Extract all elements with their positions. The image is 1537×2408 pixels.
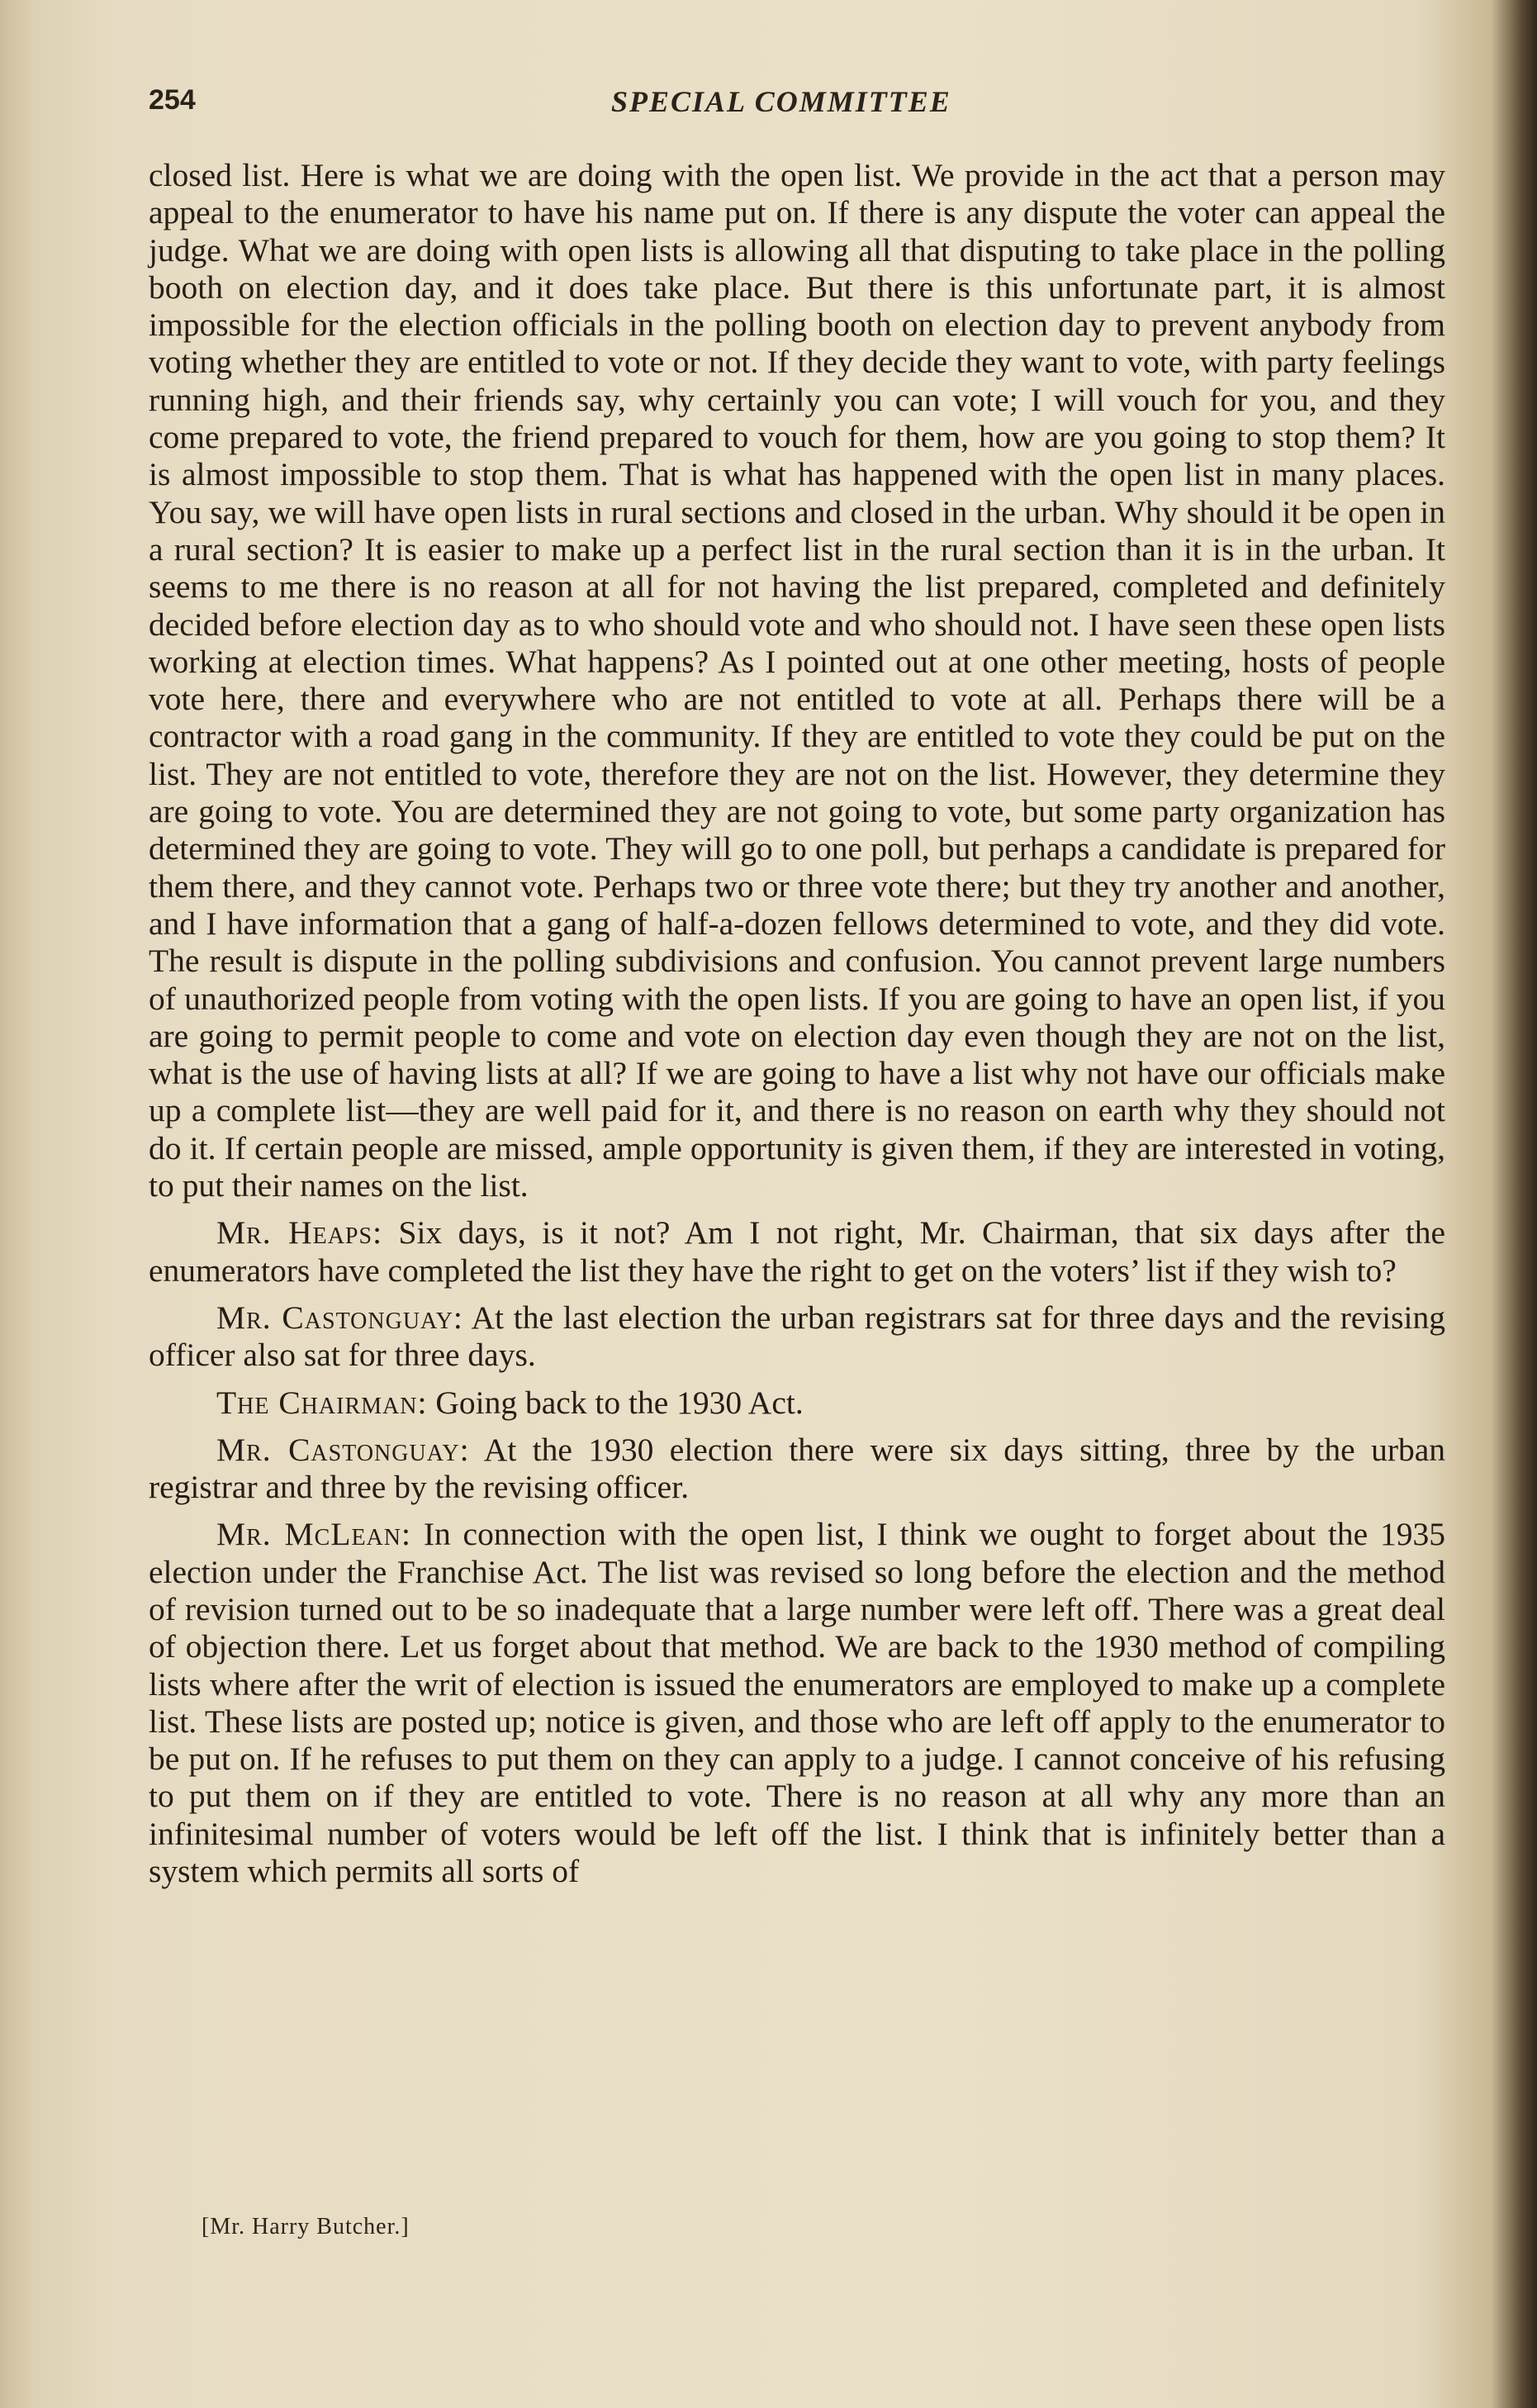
paragraph-mclean bbox=[149, 1516, 1445, 1890]
speaker-name: Mr. Castonguay: bbox=[216, 1431, 470, 1468]
speaker-name: The Chairman: bbox=[216, 1384, 428, 1421]
paragraph-text: At the last election the urban registrars sat for three days and the revising officer also sat for three days. bbox=[149, 1299, 1446, 1374]
paragraph-text: Going back to the 1930 Act. bbox=[427, 1384, 804, 1421]
page-header bbox=[149, 84, 1454, 131]
running-head: SPECIAL COMMITTEE bbox=[611, 85, 951, 118]
speaker-name: Mr. McLean: bbox=[216, 1516, 411, 1553]
paragraph-text: At the 1930 election there were six days sitting, three by the urban registrar and three by the revising officer. bbox=[149, 1431, 1446, 1506]
footer-speaker-note: [Mr. Harry Butcher.] bbox=[202, 2214, 410, 2239]
body-text bbox=[149, 157, 1445, 1890]
paragraph-heaps bbox=[149, 1214, 1445, 1289]
paragraph-text: Six days, is it not? Am I not right, Mr. Chairman, that six days after the enumerators have completed the list they have the right to get on the voters’ list if they wish to? bbox=[149, 1214, 1445, 1289]
speaker-name: Mr. Castonguay: bbox=[216, 1299, 463, 1336]
paragraph-chairman bbox=[149, 1384, 1445, 1422]
page-number: 254 bbox=[149, 84, 196, 116]
paragraph-text: In connection with the open list, I think we ought to forget about the 1935 election under the Franchise Act. The list was revised so long before the election and the method of revision turned out to be so inadequate that a large number were left off. There was a great deal of objection there. Let us forget about that method. We are back to the 1930 method of compiling lists where after the writ of election is issued the enumerators are employed to make up a complete list. These lists are posted up; notice is given, and those who are left off apply to the enumerator to be put on. If he refuses to put them on they can apply to a judge. I cannot conceive of his refusing to put them on if they are entitled to vote. There is no reason at all why any more than an infinitesimal number of voters would be left off the list. I think that is infinitely better than a system which permits all sorts of bbox=[149, 1516, 1445, 1890]
paragraph-castonguay-1 bbox=[149, 1299, 1445, 1375]
paragraph-castonguay-2 bbox=[149, 1432, 1445, 1507]
speaker-name: Mr. Heaps: bbox=[216, 1214, 383, 1251]
paragraph-continuation bbox=[149, 157, 1445, 1204]
paragraph-text: closed list. Here is what we are doing with the open list. We provide in the act that a person may appeal to the enumerator to have his name put on. If there is any dispute the voter can appeal the judge. What we are doing with open lists is allowing all that disputing to take place in the polling booth on election day, and it does take place. But there is this unfortunate part, it is almost impossible for the election officials in the polling booth on election day to prevent anybody from voting whether they are entitled to vote or not. If they decide they want to vote, with party feelings running high, and their friends say, why certainly you can vote; I will vouch for you, and they come prepared to vote, the friend prepared to vouch for them, how are you going to stop them? It is almost impossible to stop them. That is what has happened with the open list in many places. You say, we will have open lists in rural sections and closed in the urban. Why should it be open in a rural section? It is easier to make up a perfect list in the rural section than it is in the urban. It seems to me there is no reason at all for not having the list prepared, completed and definitely decided before election day as to who should vote and who should not. I have seen these open lists working at election times. What happens? As I pointed out at one other meeting, hosts of people vote here, there and everywhere who are not entitled to vote at all. Perhaps there will be a contractor with a road gang in the community. If they are entitled to vote they could be put on the list. They are not entitled to vote, therefore they are not on the list. However, they determine they are going to vote. You are determined they are not going to vote, but some party organization has determined they are going to vote. They will go to one poll, but perhaps a candidate is prepared for them there, and they cannot vote. Perhaps two or three vote there; but they try another and another, and I have information that a gang of half-a-dozen fellows determined to vote, and they did vote. The result is dispute in the polling subdivisions and confusion. You cannot prevent large numbers of unauthorized people from voting with the open lists. If you are going to have an open list, if you are going to permit people to come and vote on election day even though they are not on the list, what is the use of having lists at all? If we are going to have a list why not have our officials make up a complete list—they are well paid for it, and there is no reason on earth why they should not do it. If certain people are missed, ample opportunity is given them, if they are interested in voting, to put their names on the list. bbox=[149, 157, 1445, 1204]
